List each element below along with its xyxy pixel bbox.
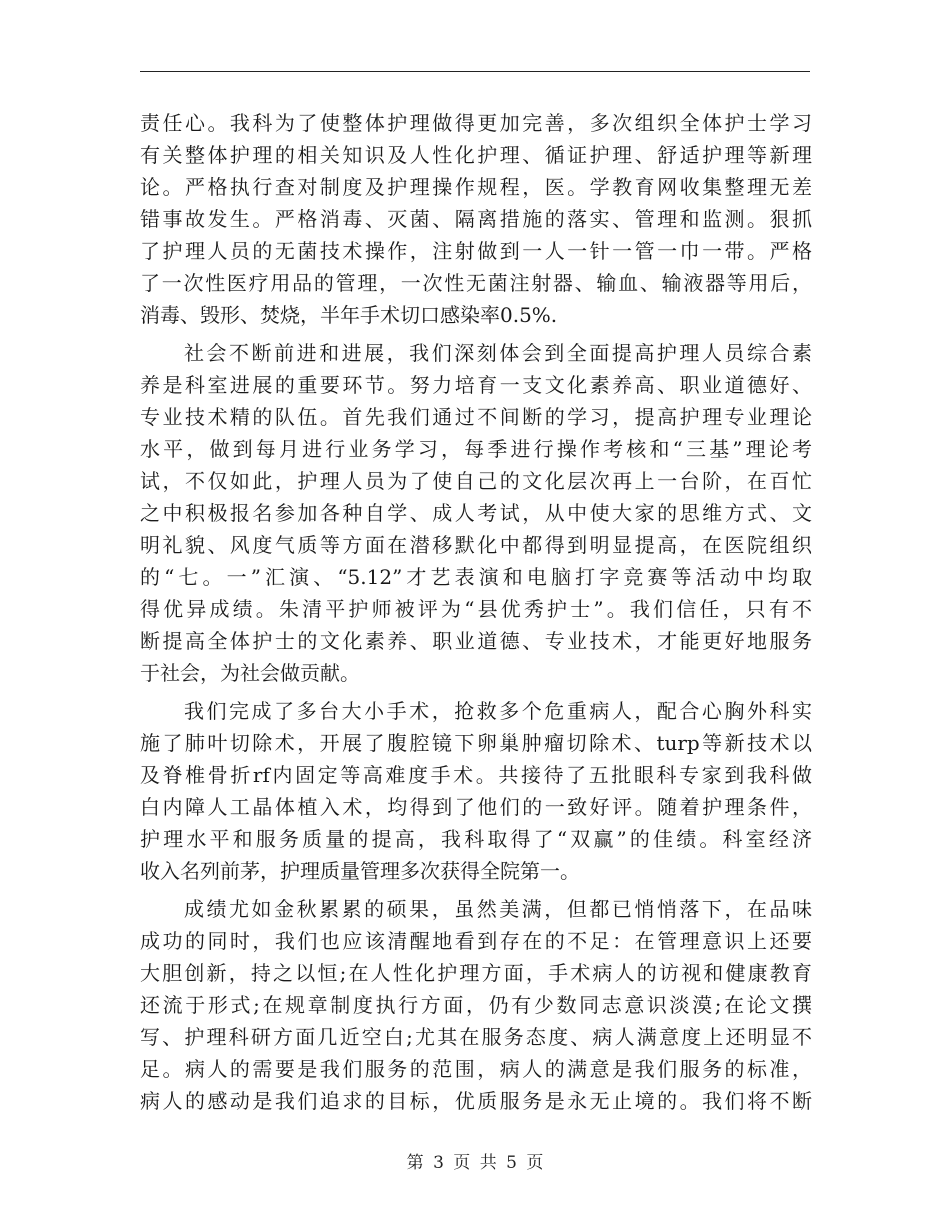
footer-prefix: 第 [406, 1153, 424, 1173]
text-line: 试，不仅如此，护理人员为了使自己的文化层次再上一台阶，在百忙 [140, 469, 812, 493]
text-line: 还流于形式;在规章制度执行方面，仍有少数同志意识淡漠;在论文撰 [140, 993, 812, 1017]
text-line: 护理水平和服务质量的提高，我科取得了“双赢”的佳绩。科室经济 [140, 827, 812, 851]
text-line: 专业技术精的队伍。首先我们通过不间断的学习，提高护理专业理论 [140, 405, 812, 429]
text-line: 的“七。一”汇演、“5.12”才艺表演和电脑打字竞赛等活动中均取 [140, 565, 812, 589]
header-rule [140, 71, 810, 72]
text-line: 论。严格执行查对制度及护理操作规程，医。学教育网收集整理无差 [140, 175, 812, 199]
text-line: 收入名列前茅，护理质量管理多次获得全院第一。 [140, 859, 580, 883]
paragraph-first-line: 我们完成了多台大小手术，抢救多个危重病人，配合心胸外科实 [184, 699, 812, 723]
page-footer [0, 1152, 950, 1174]
text-line: 白内障人工晶体植入术，均得到了他们的一致好评。随着护理条件， [140, 795, 812, 819]
text-line: 足。病人的需要是我们服务的范围，病人的满意是我们服务的标准， [140, 1057, 812, 1081]
text-line: 断提高全体护士的文化素养、职业道德、专业技术，才能更好地服务 [140, 629, 812, 653]
text-line: 水平，做到每月进行业务学习，每季进行操作考核和“三基”理论考 [140, 437, 812, 461]
text-line: 大胆创新，持之以恒;在人性化护理方面，手术病人的访视和健康教育 [140, 961, 812, 985]
current-page-number: 3 [433, 1153, 444, 1173]
text-line: 责任心。我科为了使整体护理做得更加完善，多次组织全体护士学习 [140, 111, 812, 135]
text-line: 了一次性医疗用品的管理，一次性无菌注射器、输血、输液器等用后， [140, 271, 812, 295]
text-line: 有关整体护理的相关知识及人性化护理、循证护理、舒适护理等新理 [140, 143, 812, 167]
text-line: 明礼貌、风度气质等方面在潜移默化中都得到明显提高，在医院组织 [140, 533, 812, 557]
footer-total-word: 共 [479, 1153, 497, 1173]
text-line: 错事故发生。严格消毒、灭菌、隔离措施的落实、管理和监测。狠抓 [140, 207, 812, 231]
footer-suffix: 页 [526, 1153, 544, 1173]
total-page-count: 5 [506, 1153, 517, 1173]
text-line: 之中积极报名参加各种自学、成人考试，从中使大家的思维方式、文 [140, 501, 812, 525]
text-line: 消毒、毁形、焚烧，半年手术切口感染率0.5%. [140, 303, 558, 327]
footer-page-word: 页 [453, 1153, 471, 1173]
text-line: 病人的感动是我们追求的目标，优质服务是永无止境的。我们将不断 [140, 1089, 812, 1113]
text-line: 写、护理科研方面几近空白;尤其在服务态度、病人满意度上还明显不 [140, 1025, 812, 1049]
paragraph-first-line: 成绩尤如金秋累累的硕果，虽然美满，但都已悄悄落下，在品味 [184, 897, 812, 921]
text-line: 了护理人员的无菌技术操作，注射做到一人一针一管一巾一带。严格 [140, 239, 812, 263]
text-line: 成功的同时，我们也应该清醒地看到存在的不足：在管理意识上还要 [140, 929, 812, 953]
text-line: 施了肺叶切除术，开展了腹腔镜下卵巢肿瘤切除术、turp等新技术以 [140, 731, 812, 755]
text-line: 养是科室进展的重要环节。努力培育一支文化素养高、职业道德好、 [140, 373, 812, 397]
text-line: 得优异成绩。朱清平护师被评为“县优秀护士”。我们信任，只有不 [140, 597, 812, 621]
text-line: 及脊椎骨折rf内固定等高难度手术。共接待了五批眼科专家到我科做 [140, 763, 812, 787]
text-line: 于社会，为社会做贡献。 [140, 661, 360, 685]
paragraph-first-line: 社会不断前进和进展，我们深刻体会到全面提高护理人员综合素 [184, 341, 812, 365]
